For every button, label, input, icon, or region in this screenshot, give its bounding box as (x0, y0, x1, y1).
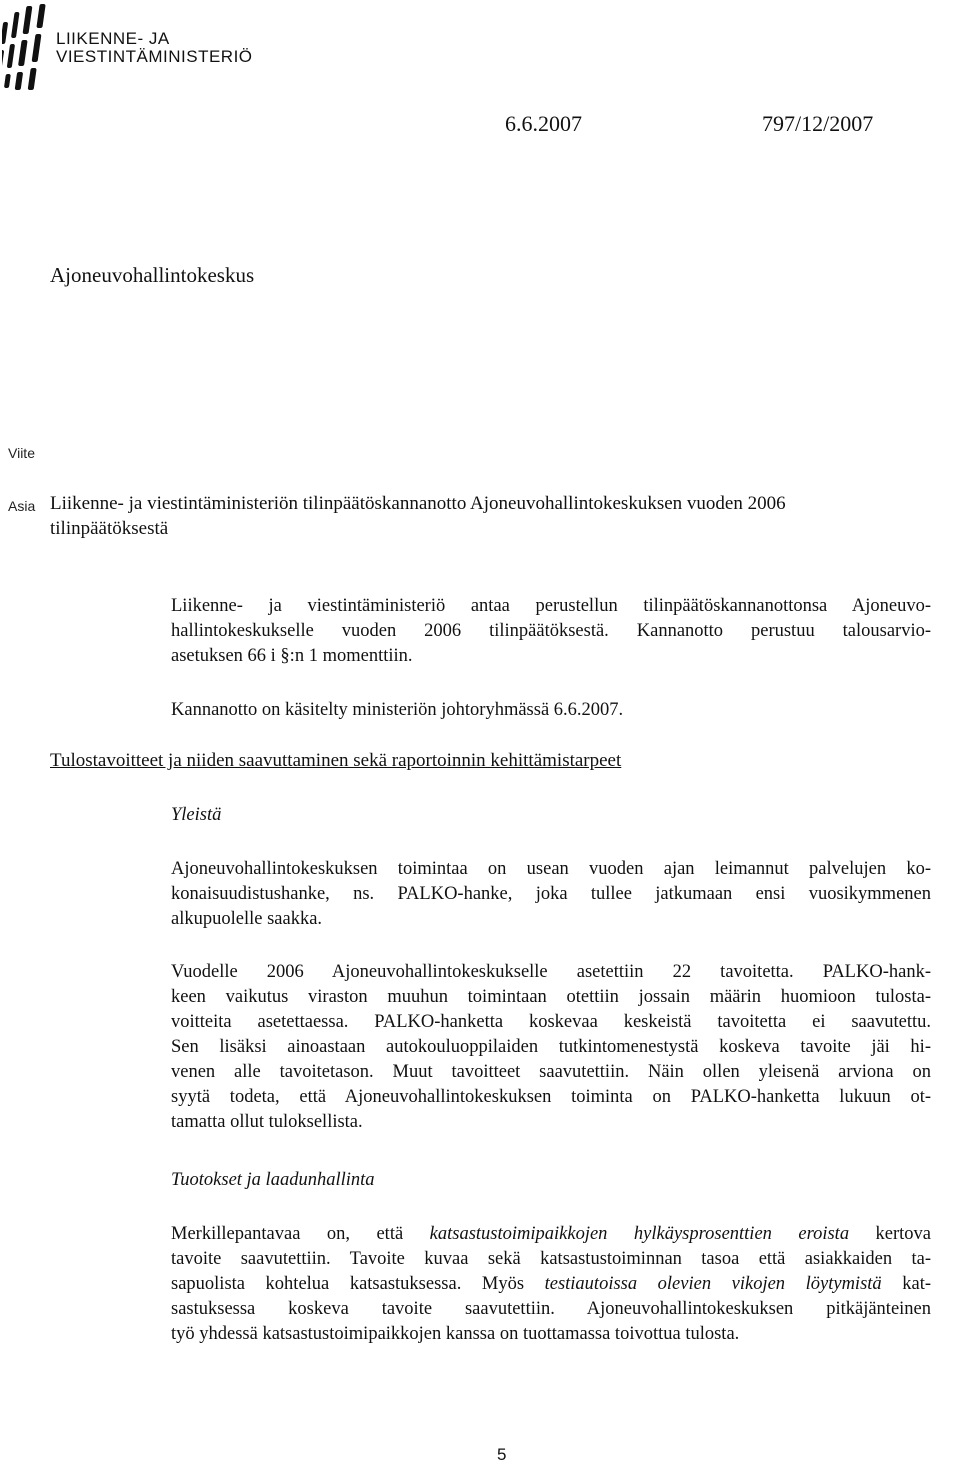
reference-label: Viite (8, 445, 35, 461)
paragraph-line: Vuodelle 2006 Ajoneuvohallintokeskukselle asetettiin 22 tavoitetta. PALKO-hank- (171, 962, 931, 982)
paragraph-line: sastuksessa koskeva tavoite saavutettiin. Ajoneuvohallintokeskuksen pitkäjänteinen (171, 1299, 931, 1319)
paragraph-line: voitteita asetettaessa. PALKO-hanketta koskevaa keskeistä tavoitetta ei saavutettu. (171, 1012, 931, 1032)
subject (50, 491, 950, 541)
paragraph-line: venen alle tavoitetason. Muut tavoitteet saavutettiin. Näin ollen yleisenä arviona on (171, 1062, 931, 1082)
paragraph-line: keen vaikutus viraston muuhun toimintaan otettiin jossain määrin huomioon tulosta- (171, 987, 931, 1007)
ministry-name (56, 30, 253, 66)
paragraph-line: konaisuudistushanke, ns. PALKO-hanke, joka tullee jatkumaan ensi vuosikymmenen (171, 884, 931, 904)
paragraph-line: Ajoneuvohallintokeskuksen toimintaa on usean vuoden ajan leimannut palvelujen ko- (171, 859, 931, 879)
general-title: Yleistä (171, 805, 222, 825)
document-date: 6.6.2007 (505, 111, 582, 136)
outputs-paragraph (171, 1222, 931, 1347)
outputs-title: Tuotokset ja laadunhallinta (171, 1170, 375, 1190)
paragraph-line: alkupuolelle saakka. (171, 909, 323, 929)
section-heading: Tulostavoitteet ja niiden saavuttaminen sekä raportoinnin kehittämistarpeet (50, 750, 622, 771)
recipient: Ajoneuvohallintokeskus (50, 263, 255, 287)
subject-line: Liikenne- ja viestintäministeriön tilinpäätöskannanotto Ajoneuvohallintokeskuksen vuoden 2006 (50, 493, 786, 514)
document-number: 797/12/2007 (762, 111, 874, 136)
paragraph-line: Liikenne- ja viestintäministeriö antaa perustellun tilinpäätöskannanottonsa Ajoneuvo- (171, 596, 931, 616)
text-run: sapuolista kohtelua katsastuksessa. Myös (171, 1274, 545, 1294)
page-number: 5 (497, 1445, 507, 1464)
subject-line: tilinpäätöksestä (50, 518, 169, 539)
intro-paragraph (171, 594, 931, 669)
paragraph-line (171, 1272, 931, 1297)
text-run: kertova (849, 1224, 932, 1244)
subject-label: Asia (8, 498, 36, 514)
paragraph-line: tamatta ollut tuloksellista. (171, 1112, 363, 1132)
ministry-name-line1: LIIKENNE- JA (56, 29, 170, 48)
paragraph-line (171, 1222, 931, 1247)
paragraph-line: syytä todeta, että Ajoneuvohallintokeskuksen toiminta on PALKO-hanketta lukuun ot- (171, 1087, 931, 1107)
general-paragraph-2 (171, 960, 931, 1135)
paragraph-line: tavoite saavutettiin. Tavoite kuvaa sekä katsastustoiminnan tasoa että asiakkaiden ta- (171, 1249, 931, 1269)
emphasis: testiautoissa olevien vikojen löytymistä (544, 1274, 882, 1294)
general-paragraph-1 (171, 857, 931, 932)
paragraph-line: Kannanotto on käsitelty ministeriön johtoryhmässä 6.6.2007. (171, 700, 624, 720)
emphasis: katsastustoimipaikkojen hylkäysprosenttien eroista (429, 1224, 850, 1244)
paragraph-line: hallintokeskukselle vuoden 2006 tilinpäätöksestä. Kannanotto perustuu talousarvio- (171, 621, 931, 641)
paragraph-line: Sen lisäksi ainoastaan autokouluoppilaiden tutkintomenestystä koskeva tavoite jäi hi- (171, 1037, 931, 1057)
ministry-name-line2: VIESTINTÄMINISTERIÖ (56, 47, 253, 66)
intro-paragraph-2 (171, 698, 931, 723)
paragraph-line: työ yhdessä katsastustoimipaikkojen kanssa on tuottamassa toivottua tulosta. (171, 1324, 740, 1344)
paragraph-line: asetuksen 66 i §:n 1 momenttiin. (171, 646, 413, 666)
text-run: kat- (881, 1274, 931, 1294)
text-run: Merkillepantavaa on, että (171, 1224, 430, 1244)
